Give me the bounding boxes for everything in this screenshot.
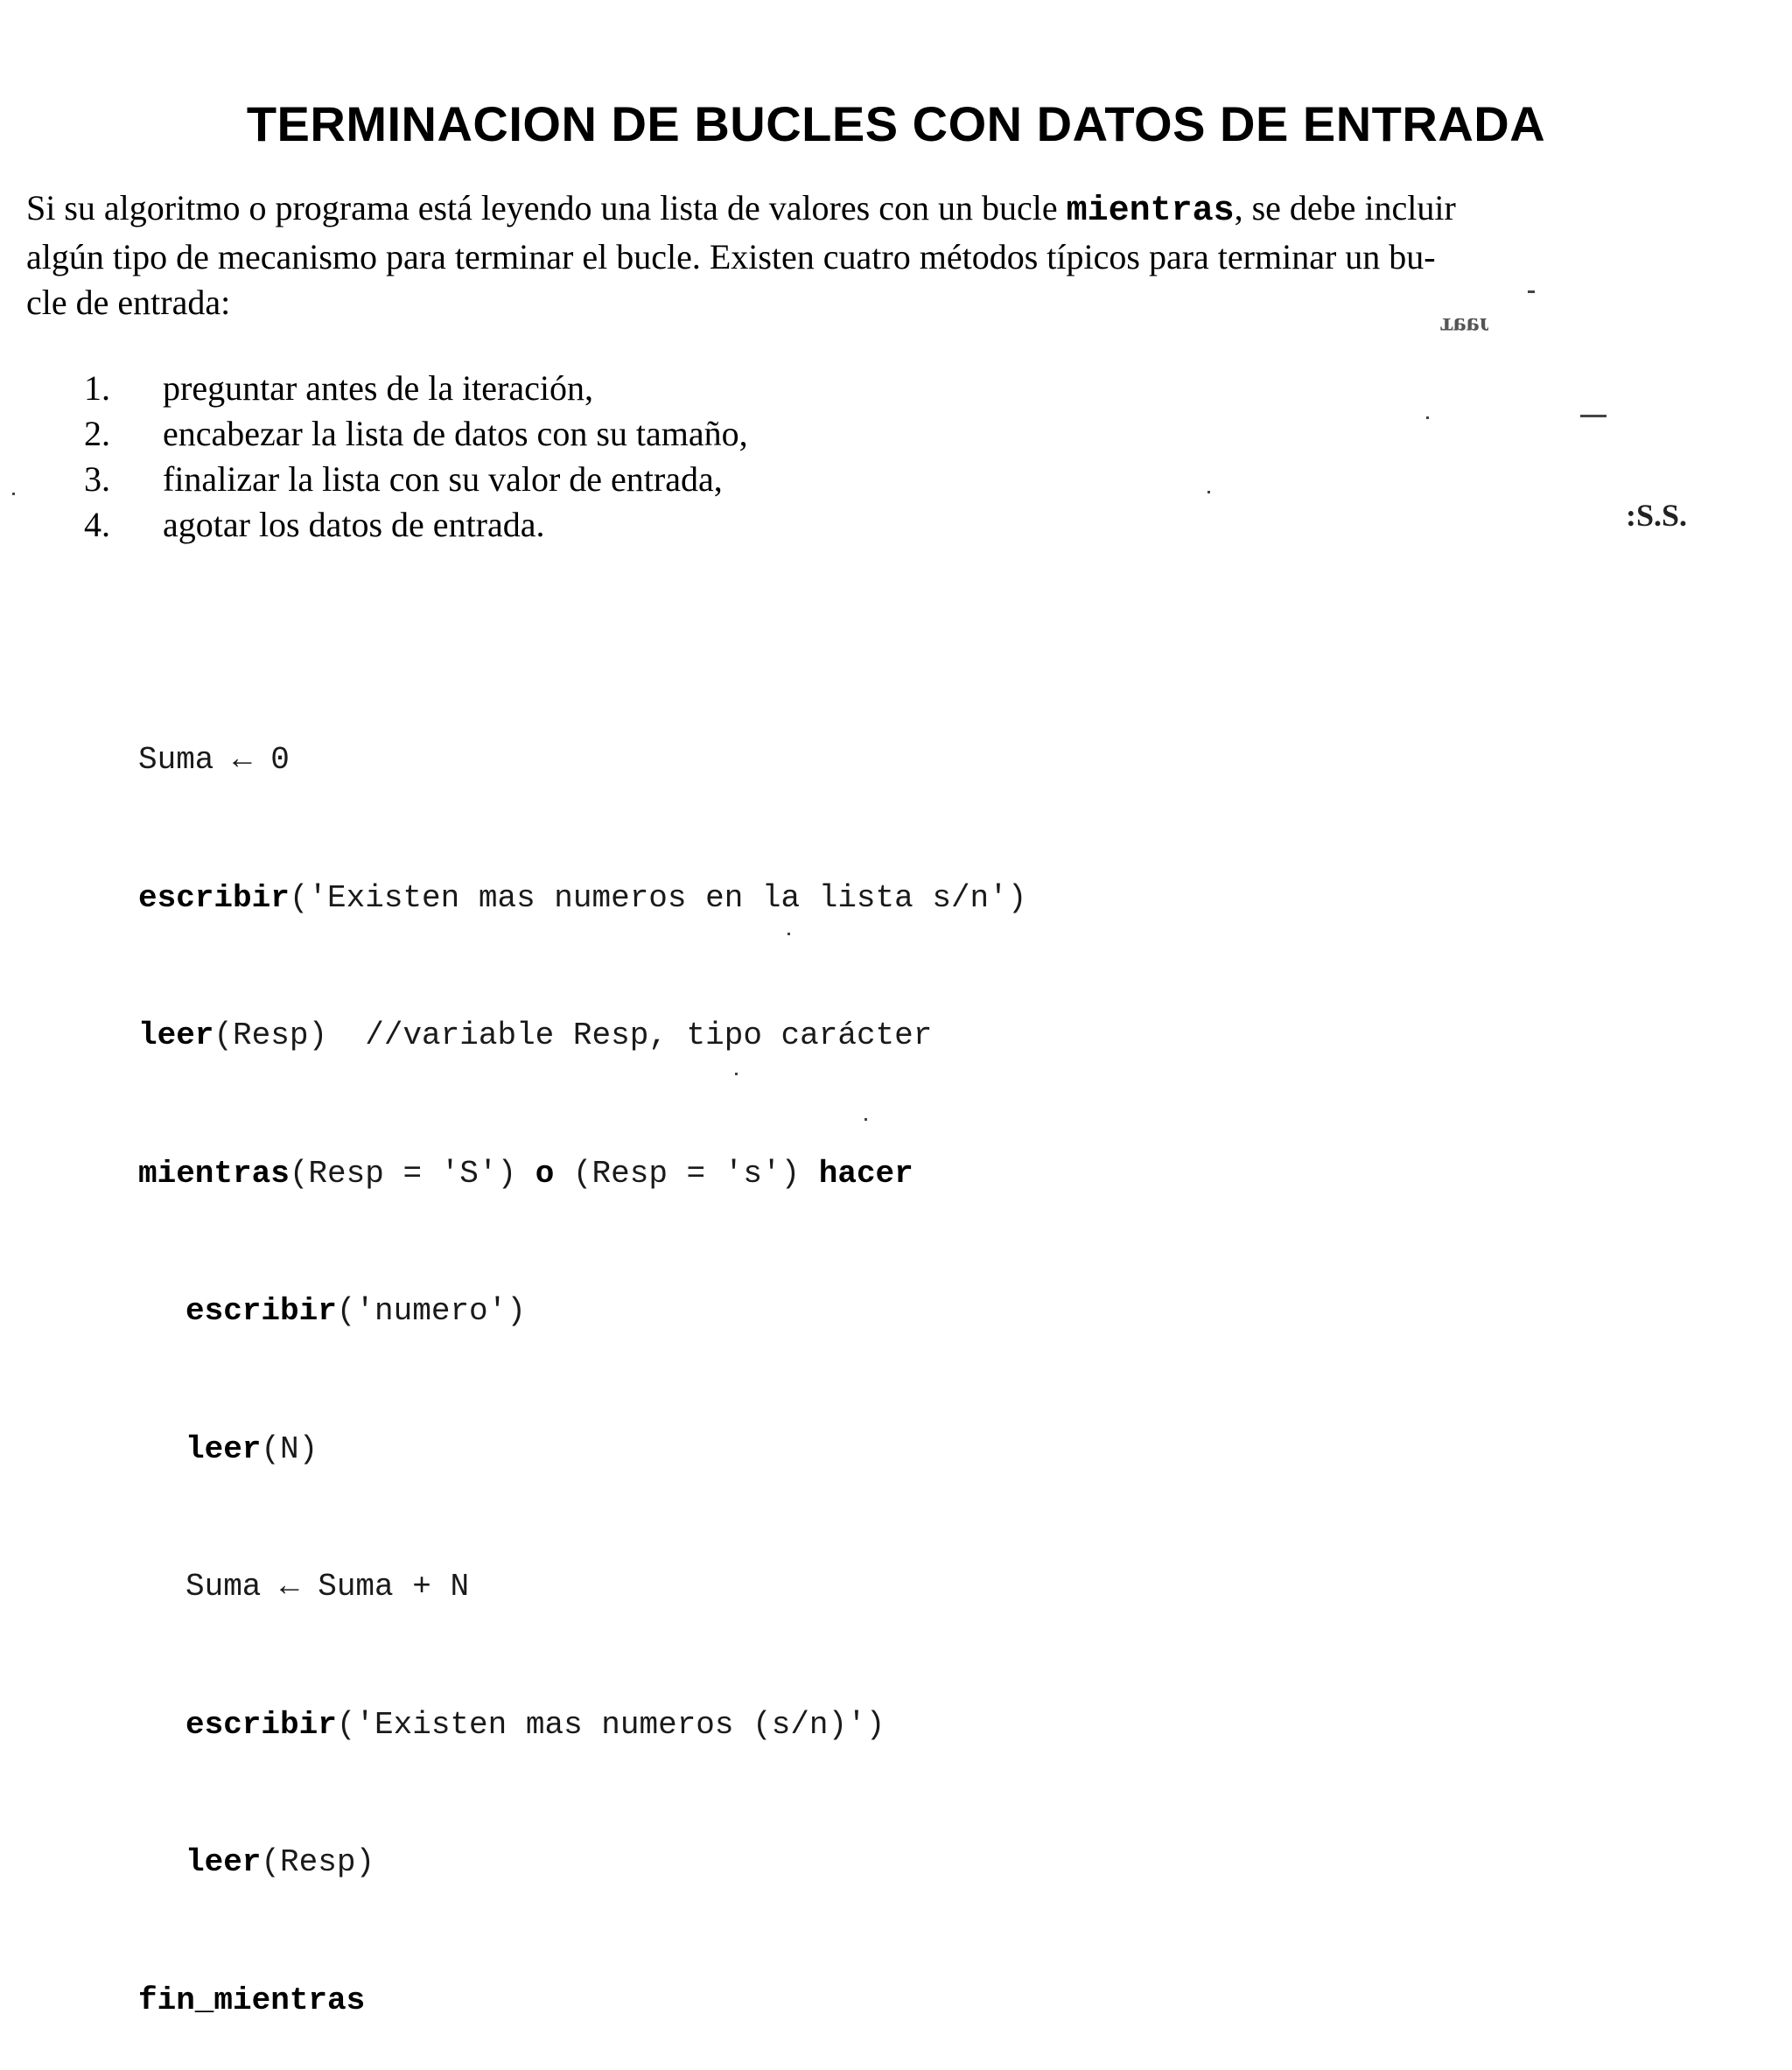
code-line: [138, 1978, 1026, 2025]
list-item-number: 3.: [84, 459, 110, 499]
scan-bleed-mark: :S.S.: [1626, 498, 1688, 533]
scan-speck: [12, 493, 15, 495]
list-item: [84, 366, 748, 411]
intro-line-3: cle de entrada:: [26, 283, 231, 322]
code-keyword: escribir: [138, 879, 290, 916]
code-line: [138, 1151, 1026, 1198]
code-line: [138, 1289, 1026, 1335]
list-item: [84, 457, 748, 502]
intro-paragraph: [26, 185, 1741, 325]
code-line: Suma ← 0: [138, 742, 290, 778]
code-line: [138, 876, 1026, 922]
code-text: (Resp): [261, 1844, 375, 1880]
intro-line-1-start: Si su algoritmo o programa está leyendo una lista de valores con un bucle: [26, 188, 1067, 227]
code-keyword: leer: [186, 1430, 262, 1467]
code-line: [138, 1703, 1026, 1749]
scan-speck: [1528, 290, 1535, 293]
code-keyword: fin_mientras: [138, 1982, 366, 2018]
pseudocode-block: [138, 646, 1026, 2070]
code-keyword: hacer: [818, 1155, 914, 1192]
code-text: ('Existen mas numeros en la lista s/n'): [289, 879, 1027, 916]
scan-speck: [1426, 416, 1429, 419]
code-keyword: leer: [186, 1844, 262, 1880]
methods-list: [84, 366, 748, 548]
code-keyword: mientras: [138, 1155, 290, 1192]
code-operator: o: [535, 1155, 555, 1192]
keyword-mientras: mientras: [1066, 192, 1235, 231]
page-title: TERMINACION DE BUCLES CON DATOS DE ENTRADA: [246, 95, 1546, 151]
list-item-number: 1.: [84, 368, 110, 408]
scan-speck: [864, 1118, 867, 1121]
code-keyword: escribir: [186, 1706, 337, 1743]
scan-speck: [1580, 415, 1606, 417]
intro-line-1-end: , se debe incluir: [1234, 188, 1456, 227]
intro-line-1: [26, 185, 1741, 234]
scan-speck: [1208, 491, 1210, 493]
list-item-number: 4.: [84, 505, 110, 544]
code-keyword: escribir: [186, 1293, 337, 1329]
list-item-text: preguntar antes de la iteración,: [163, 368, 593, 408]
code-text: (Resp = 's'): [554, 1155, 819, 1192]
list-item-text: agotar los datos de entrada.: [163, 505, 545, 544]
code-text: (N): [261, 1430, 318, 1467]
code-text: ('Existen mas numeros (s/n)'): [336, 1706, 886, 1743]
intro-line-2: algún tipo de mecanismo para terminar el bucle. Existen cuatro métodos típicos para terminar un bu-: [26, 237, 1436, 276]
scan-speck: [735, 1073, 738, 1075]
code-line: Suma ← Suma + N: [186, 1569, 470, 1605]
list-item-text: finalizar la lista con su valor de entrada,: [163, 459, 723, 499]
list-item-text: encabezar la lista de datos con su tamaño,: [163, 414, 748, 453]
code-line: [138, 1427, 1026, 1473]
code-keyword: leer: [138, 1018, 214, 1053]
list-item-number: 2.: [84, 414, 110, 453]
scan-speck: [788, 933, 790, 935]
list-item: [84, 502, 748, 548]
list-item: [84, 411, 748, 457]
scan-bleed-mark: ᴛɐɐɾ: [1440, 312, 1490, 341]
code-line: [138, 1840, 1026, 1886]
code-text: ('numero'): [336, 1293, 526, 1329]
code-text: (Resp) //variable Resp, tipo carácter: [214, 1018, 933, 1053]
code-text: (Resp = 'S'): [289, 1155, 536, 1192]
code-line: [138, 1013, 1026, 1059]
